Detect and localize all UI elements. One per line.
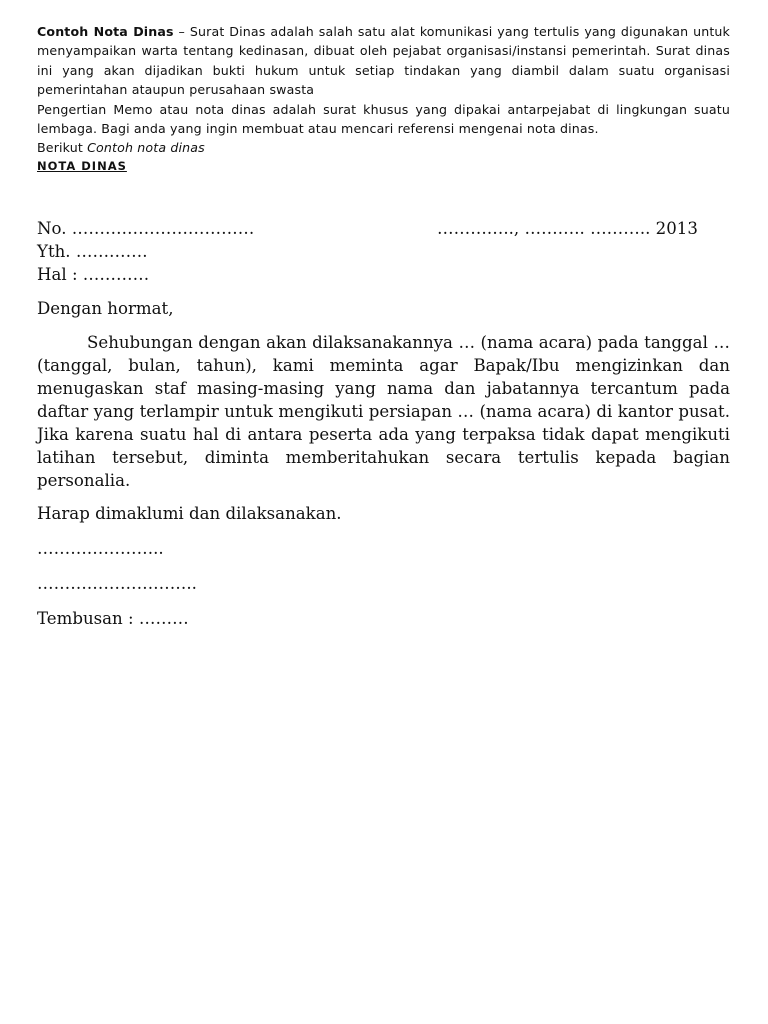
intro-paragraph-3-prefix: Berikut (37, 140, 88, 156)
letter-body (37, 217, 730, 630)
letter-number: No. …………………………… (37, 218, 255, 238)
letter-date: ………….., ……….. ……….. 2013 (437, 218, 698, 238)
intro-paragraph-3-italic: Contoh nota dinas (87, 140, 205, 156)
section-heading: NOTA DINAS (37, 158, 127, 173)
letter-header-row (37, 217, 730, 240)
intro-paragraph-2: Pengertian Memo atau nota dinas adalah surat khusus yang dipakai antarpejabat di lingkungan suatu lembaga. Bagi anda yang ingin membuat atau mencari referensi mengenai nota dinas. (37, 101, 730, 137)
carbon-copy: Tembusan : ……… (37, 608, 189, 628)
intro-paragraph-1-text: – Surat Dinas adalah salah satu alat komunikasi yang tertulis yang digunakan untuk menyampaikan warta tentang kedinasan, dibuat oleh pejabat organisasi/instansi pemerintah. Surat dinas ini yang akan dijadikan bukti hukum untuk setiap tindakan yang diambil dalam suatu organisasi pemerintahan ataupun perusahaan swasta (37, 24, 731, 98)
document-page (37, 22, 730, 630)
letter-subject: Hal : ………… (37, 264, 150, 284)
signature-placeholder: ………………….. (37, 538, 164, 558)
intro-paragraph-1 (37, 22, 730, 100)
letter-recipient: Yth. …………. (37, 241, 148, 261)
letter-body-paragraph: Sehubungan dengan akan dilaksanakannya … (nama acara) pada tanggal … (tanggal, bulan, tahun), kami meminta agar Bapak/Ibu mengizinkan dan menugaskan staf masing-masing yang nama dan jabatannya tercantum pada daftar yang terlampir untuk mengikuti persiapan … (nama acara) di kantor pusat. Jika karena suatu hal di antara peserta ada yang terpaksa tidak dapat mengikuti latihan tersebut, diminta memberitahukan secara tertulis kepada bagian personalia. (37, 332, 730, 490)
letter-salutation: Dengan hormat, (37, 298, 174, 318)
name-placeholder: ……………………….. (37, 573, 197, 593)
intro-title: Contoh Nota Dinas (37, 24, 174, 39)
intro-paragraph-3 (37, 138, 730, 157)
letter-closing: Harap dimaklumi dan dilaksanakan. (37, 503, 342, 523)
intro-section (37, 22, 730, 175)
